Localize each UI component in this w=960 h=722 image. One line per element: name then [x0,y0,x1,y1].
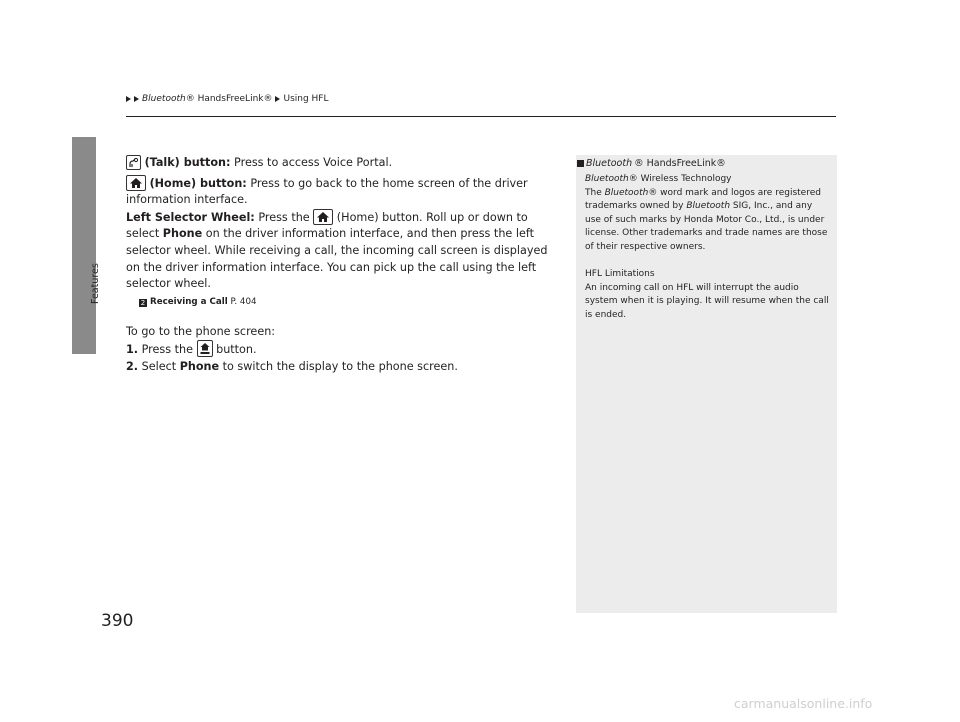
page-number: 390 [101,611,134,631]
watermark: carmanualsonline.info [734,696,873,711]
home-button-desc: (Home) button: Press to go back to the home screen of the driver information interface. [126,176,528,207]
sidebar-hfl-note: An incoming call on HFL will interrupt the audio system when it is playing. It will resume when the call is ended. [585,282,829,320]
reference-arrow-icon: 2 [140,298,146,307]
section-label: Features [90,263,101,304]
talk-icon [126,155,141,170]
sidebar-body [585,173,830,323]
breadcrumb [126,94,329,104]
breadcrumb-item-hfl: Bluetooth® HandsFreeLink® [142,94,273,104]
main-content [126,155,562,376]
steps-intro: To go to the phone screen: [126,324,276,338]
step-2: 2. Select Phone to switch the display to the phone screen. [126,359,458,373]
breadcrumb-arrow-icon [126,96,131,102]
step-1: 1. Press the button. [126,340,562,359]
left-selector-desc: Left Selector Wheel: Press the (Home) button. Roll up or down to select Phone on the driver information interface, and then press the left selector wheel. While receiving a call, the incoming call screen is displayed on the driver information interface. You can pick up the call using the left selector wheel. [126,210,548,291]
section-tab [72,137,96,354]
breadcrumb-arrow-icon [134,96,139,102]
cross-reference[interactable]: 2 Receiving a Call P. 404 [140,296,257,307]
sidebar-tech-heading: Bluetooth® Wireless Technology [585,174,732,184]
header-rule [126,116,836,117]
home-icon [313,209,333,225]
home-button-icon [197,340,213,357]
home-icon [126,175,146,191]
breadcrumb-item-using-hfl: Using HFL [283,94,329,104]
breadcrumb-arrow-icon [275,96,280,102]
note-marker-icon [577,160,584,167]
sidebar-trademark-note: The Bluetooth® word mark and logos are registered trademarks owned by Bluetooth SIG, Inc., and any use of such marks by Honda Motor Co., Ltd., is under license. Other trademarks and trade names are those of their respective owners. [585,187,828,252]
sidebar-hfl-heading: HFL Limitations [585,269,655,280]
talk-button-desc: (Talk) button: Press to access Voice Portal. [126,155,562,172]
sidebar-title: Bluetooth ® HandsFreeLink® [577,158,726,169]
